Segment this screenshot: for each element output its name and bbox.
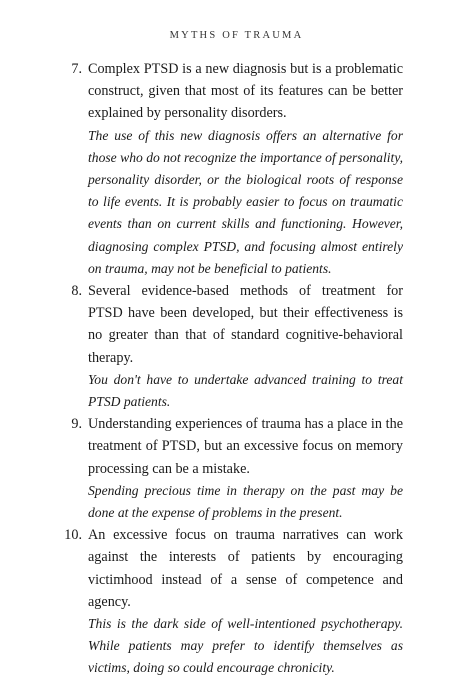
- item-statement: Several evidence-based methods of treatment for PTSD have been developed, but their effectiveness is no greater than that of standard cognitive-behavioral therapy.: [88, 283, 403, 366]
- item-comment: This is the dark side of well-intentioned psychotherapy. While patients may prefer to identify themselves as victims, doing so could encourage chronicity.: [88, 616, 403, 676]
- item-statement: An excessive focus on trauma narratives can work against the interests of patients by encouraging victimhood instead of a sense of competence and agency.: [88, 527, 403, 610]
- item-number: 9.: [71, 416, 82, 433]
- item-statement: Understanding experiences of trauma has a place in the treatment of PTSD, but an excessive focus on memory processing can be a mistake.: [88, 416, 403, 477]
- item-number: 8.: [71, 283, 82, 300]
- list-item: [0, 280, 473, 413]
- item-comment: The use of this new diagnosis offers an alternative for those who do not recognize the importance of personality, personality disorder, or the biological roots of response to life events. It is probably easier to focus on traumatic events than on current skills and functioning. However, diagnosing complex PTSD, and focusing almost entirely on trauma, may not be beneficial to patients.: [88, 127, 403, 276]
- numbered-list: [0, 58, 473, 680]
- list-item: [0, 524, 473, 679]
- list-item: [0, 58, 473, 280]
- running-header: MYTHS OF TRAUMA: [169, 30, 304, 41]
- item-comment: You don't have to undertake advanced training to treat PTSD patients.: [88, 371, 403, 410]
- item-statement: Complex PTSD is a new diagnosis but is a problematic construct, given that most of its features can be better explained by personality disorders.: [88, 61, 403, 122]
- list-item: [0, 413, 473, 524]
- item-comment: Spending precious time in therapy on the past may be done at the expense of problems in the present.: [88, 482, 403, 521]
- item-number: 10.: [64, 527, 82, 544]
- item-number: 7.: [71, 61, 82, 77]
